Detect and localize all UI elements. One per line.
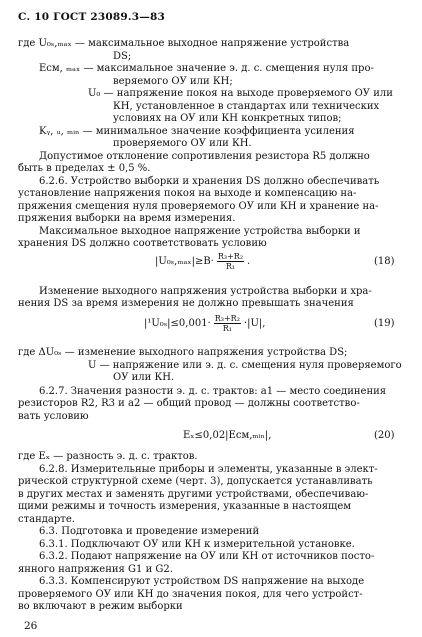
text-line: быть в пределах ± 0,5 %. [18, 163, 151, 174]
text-line: 6.3.1. Подключают ОУ или КН к измерительной установке. [39, 539, 355, 550]
eq19-fraction [214, 314, 241, 333]
eq18-fraction [217, 252, 244, 271]
text-line: стандарте. [18, 514, 75, 525]
equation-number: (19) [374, 318, 395, 329]
text-line: янного напряжения G1 и G2. [18, 564, 173, 575]
text-line: во включают в режим выборки [18, 601, 183, 612]
eq19-lhs: |¹U₀ₛ|≤0,001· [144, 318, 211, 329]
text-line: 6.2.6. Устройство выборки и хранения DS должно обеспечивать [39, 176, 380, 187]
text-line: Eсм, ₘₐₓ — максимальное значение э. д. с. смещения нуля про- [39, 63, 374, 74]
text-line: ОУ или КН. [113, 372, 175, 383]
eq19-numerator: R₃+R₂ [214, 314, 240, 323]
text-line: проверяемого ОУ или КН до значения покоя, для чего устройст- [18, 589, 363, 600]
equation-19 [144, 314, 265, 333]
text-line: 6.3.2. Подают напряжение на ОУ или КН от источников посто- [39, 551, 375, 562]
eq18-lhs: |U₀ₛ,ₘₐₓ|≥B· [155, 256, 214, 267]
text-line: DS; [113, 51, 132, 62]
text-line: в других местах и заменять другими устройствами, обеспечиваю- [18, 489, 369, 500]
text-line: пряжения смещения нуля проверяемого ОУ или КН и хранение на- [18, 201, 379, 212]
text-line: щими режимы и точность измерения, указанные в настоящем [18, 501, 352, 512]
text-line: вать условию [18, 411, 89, 422]
equation-number: (18) [374, 256, 395, 267]
text-line: нения DS за время измерения не должно превышать значения [18, 298, 354, 309]
text-line: КН, установленное в стандартах или технических [113, 101, 380, 112]
text-line: резисторов R2, R3 и a2 — общий провод — должны соответство- [18, 398, 360, 409]
text-line: рической структурной схеме (черт. 3), допускается устанавливать [18, 476, 373, 487]
eq19-tail: ·|U|, [243, 318, 266, 329]
equation-number: (20) [374, 430, 395, 441]
text-line: проверяемого ОУ или КН. [113, 138, 252, 149]
eq20-body: Eₓ≤0,02|Eсм,ₘᵢₙ|, [183, 430, 272, 441]
text-line: 6.2.7. Значения разности э. д. с. трактов: a1 — место соединения [39, 386, 387, 397]
text-line: Максимальное выходное напряжение устройства выборки и [39, 226, 361, 237]
page-header: С. 10 ГОСТ 23089.3—83 [18, 11, 165, 23]
text-line: 6.3.3. Компенсируют устройством DS напряжение на выходе [39, 576, 365, 587]
text-line: пряжения выборки на время измерения. [18, 213, 236, 224]
text-line: Изменение выходного напряжения устройства выборки и хра- [39, 286, 372, 297]
text-line: условиях на ОУ или КН конкретных типов; [113, 113, 342, 124]
text-line: хранения DS должно соответствовать условию [18, 238, 267, 249]
text-line: где ΔU₀ₛ — изменение выходного напряжения устройства DS; [18, 347, 348, 358]
eq18-tail: . [247, 256, 251, 267]
eq18-numerator: R₃+R₂ [217, 252, 244, 261]
text-line: U₀ — напряжение покоя на выходе проверяемого ОУ или [88, 88, 393, 99]
equation-20 [183, 430, 271, 441]
text-line: Kᵧ, ᵤ, ₘᵢₙ — минимальное значение коэффициента усиления [39, 126, 355, 137]
eq19-denominator: R₁ [222, 324, 232, 333]
equation-18 [155, 252, 250, 271]
text-line: Допустимое отклонение сопротивления резистора R5 должно [39, 151, 370, 162]
text-line: установление напряжения покоя на выходе и компенсацию на- [18, 188, 357, 199]
eq18-denominator: R₁ [225, 262, 236, 271]
text-line: где Eₓ — разность э. д. с. трактов. [18, 451, 198, 462]
text-line: 6.2.8. Измерительные приборы и элементы, указанные в элект- [39, 464, 378, 475]
page-number: 26 [24, 620, 38, 632]
text-line: U — напряжение или э. д. с. смещения нуля проверяемого [88, 360, 402, 371]
section-heading: 6.3. Подготовка и проведение измерений [39, 526, 260, 537]
text-line: где U₀ₛ,ₘₐₓ — максимальное выходное напряжение устройства [18, 38, 350, 49]
text-line: веряемого ОУ или КН; [113, 76, 233, 87]
